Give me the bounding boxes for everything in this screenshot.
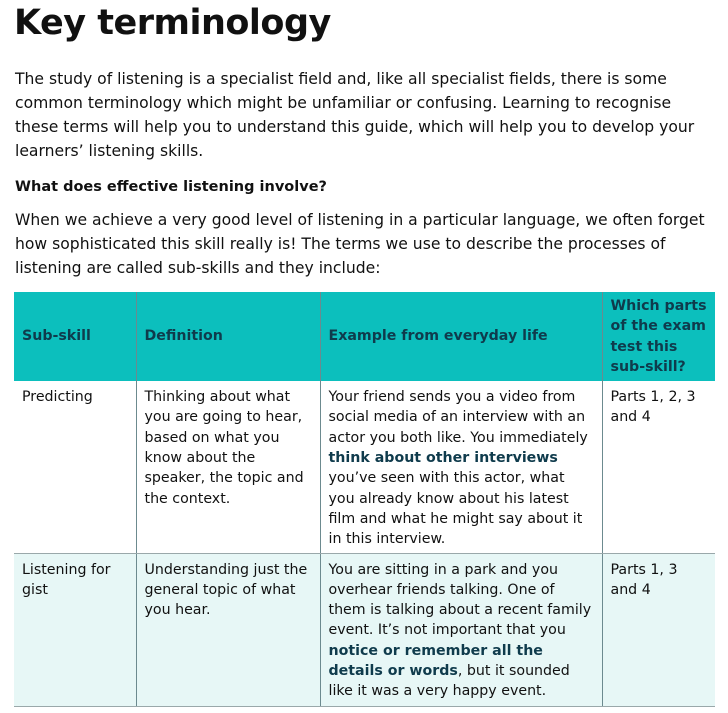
example-text: You are sitting in a park and you overhear friends talking. One of them is talking about a recent family event. It’s not important that you	[328, 561, 592, 639]
cell-subskill: Listening for gist	[14, 553, 136, 706]
table-row	[14, 381, 715, 553]
cell-exam-parts: Parts 1, 3 and 4	[602, 553, 715, 706]
example-text: , but it sounded like it was a very happy event.	[328, 663, 570, 700]
page-title: Key terminology	[14, 3, 331, 43]
cell-example	[320, 381, 602, 553]
header-subskill: Sub-skill	[14, 292, 136, 381]
lead-paragraph: When we achieve a very good level of listening in a particular language, we often forget how sophisticated this skill really is! The terms we use to describe the processes of listening are called sub-skills and they include:	[15, 211, 705, 277]
example-text: you’ve seen with this actor, what you already know about his latest film and what he might say about it in this interview.	[328, 470, 583, 548]
example-highlight: notice or remember all the details or words	[328, 642, 543, 680]
table-header-row	[14, 292, 715, 381]
header-definition: Definition	[136, 292, 320, 381]
header-exam-parts: Which parts of the exam test this sub-skill?	[602, 292, 715, 381]
intro-paragraph: The study of listening is a specialist field and, like all specialist fields, there is some common terminology which might be unfamiliar or confusing. Learning to recognise these terms will help you to understand this guide, which will help you to develop your learners’ listening skills.	[15, 70, 695, 160]
table-row	[14, 553, 715, 706]
cell-subskill: Predicting	[14, 381, 136, 553]
example-highlight: think about other interviews	[328, 450, 558, 467]
header-example: Example from everyday life	[320, 292, 602, 381]
cell-example	[320, 553, 602, 706]
cell-definition: Understanding just the general topic of what you hear.	[136, 553, 320, 706]
terminology-table	[14, 292, 715, 707]
section-subheading: What does effective listening involve?	[15, 179, 327, 195]
example-text: Your friend sends you a video from social media of an interview with an actor you both like. You immediately	[328, 389, 588, 446]
cell-exam-parts: Parts 1, 2, 3 and 4	[602, 381, 715, 553]
cell-definition: Thinking about what you are going to hear, based on what you know about the speaker, the topic and the context.	[136, 381, 320, 553]
